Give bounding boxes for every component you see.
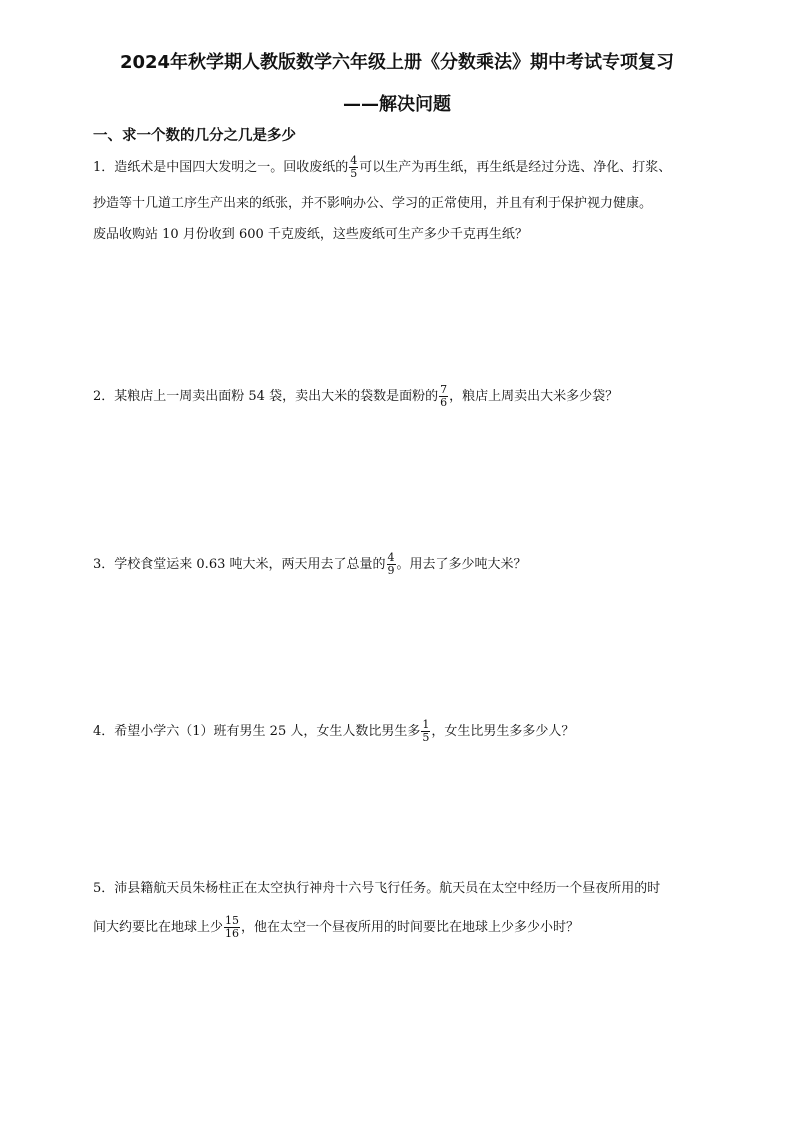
fraction-denominator: 6 bbox=[440, 396, 448, 409]
question-2-text-b: ，粮店上周卖出大米多少袋？ bbox=[449, 389, 619, 404]
question-1-line-2: 抄造等十几道工序生产出来的纸张，并不影响办公、学习的正常使用，并且有利于保护视力健康。 bbox=[93, 196, 653, 211]
document-subtitle: ——解决问题 bbox=[343, 94, 451, 115]
fraction-denominator: 5 bbox=[422, 731, 430, 744]
fraction-denominator: 16 bbox=[225, 927, 240, 940]
question-5-line-1 bbox=[93, 879, 660, 899]
question-2-number: 2． bbox=[93, 389, 115, 404]
question-5-text-c: ，他在太空一个昼夜所用的时间要比在地球上少多少小时？ bbox=[241, 920, 580, 935]
question-5-number: 5． bbox=[93, 881, 115, 896]
question-5-fraction bbox=[224, 915, 240, 940]
question-1-line-1 bbox=[93, 155, 671, 180]
fraction-numerator: 4 bbox=[387, 551, 395, 564]
fraction-numerator: 1 bbox=[422, 718, 430, 731]
question-3-text-a: 学校食堂运来 0.63 吨大米，两天用去了总量的 bbox=[114, 557, 386, 572]
question-5-text-a: 沛县籍航天员朱杨柱正在太空执行神舟十六号飞行任务。航天员在太空中经历一个昼夜所用的时 bbox=[114, 881, 661, 896]
question-1-line-3: 废品收购站 10 月份收到 600 千克废纸，这些废纸可生产多少千克再生纸？ bbox=[93, 227, 528, 242]
question-1-fraction bbox=[349, 155, 358, 180]
question-4-number: 4． bbox=[93, 724, 115, 739]
question-3-fraction bbox=[387, 552, 396, 577]
question-4-text-b: ，女生比男生多多少人？ bbox=[431, 724, 575, 739]
question-3-number: 3． bbox=[93, 557, 115, 572]
question-5-line-2 bbox=[93, 915, 579, 940]
fraction-denominator: 5 bbox=[350, 167, 358, 180]
question-1-text-b: 可以生产为再生纸，再生纸是经过分选、净化、打浆、 bbox=[359, 160, 672, 175]
document-title: 2024年秋学期人教版数学六年级上册《分数乘法》期中考试专项复习 bbox=[119, 52, 675, 73]
question-1-number: 1． bbox=[93, 160, 115, 175]
question-2-text-a: 某粮店上一周卖出面粉 54 袋，卖出大米的袋数是面粉的 bbox=[114, 389, 439, 404]
question-3-text-b: 。用去了多少吨大米？ bbox=[396, 557, 527, 572]
fraction-denominator: 9 bbox=[387, 564, 395, 577]
question-2 bbox=[93, 384, 618, 409]
fraction-numerator: 7 bbox=[440, 383, 448, 396]
question-1-text-a: 造纸术是中国四大发明之一。回收废纸的 bbox=[114, 160, 349, 175]
question-2-fraction bbox=[439, 384, 448, 409]
question-4-text-a: 希望小学六（1）班有男生 25 人，女生人数比男生多 bbox=[114, 724, 421, 739]
question-5-text-b: 间大约要比在地球上少 bbox=[93, 920, 224, 935]
question-4-fraction bbox=[421, 719, 430, 744]
question-3 bbox=[93, 552, 527, 577]
fraction-numerator: 4 bbox=[350, 154, 358, 167]
section-heading: 一、求一个数的几分之几是多少 bbox=[93, 128, 296, 144]
question-4 bbox=[93, 719, 574, 744]
fraction-numerator: 15 bbox=[225, 914, 240, 927]
